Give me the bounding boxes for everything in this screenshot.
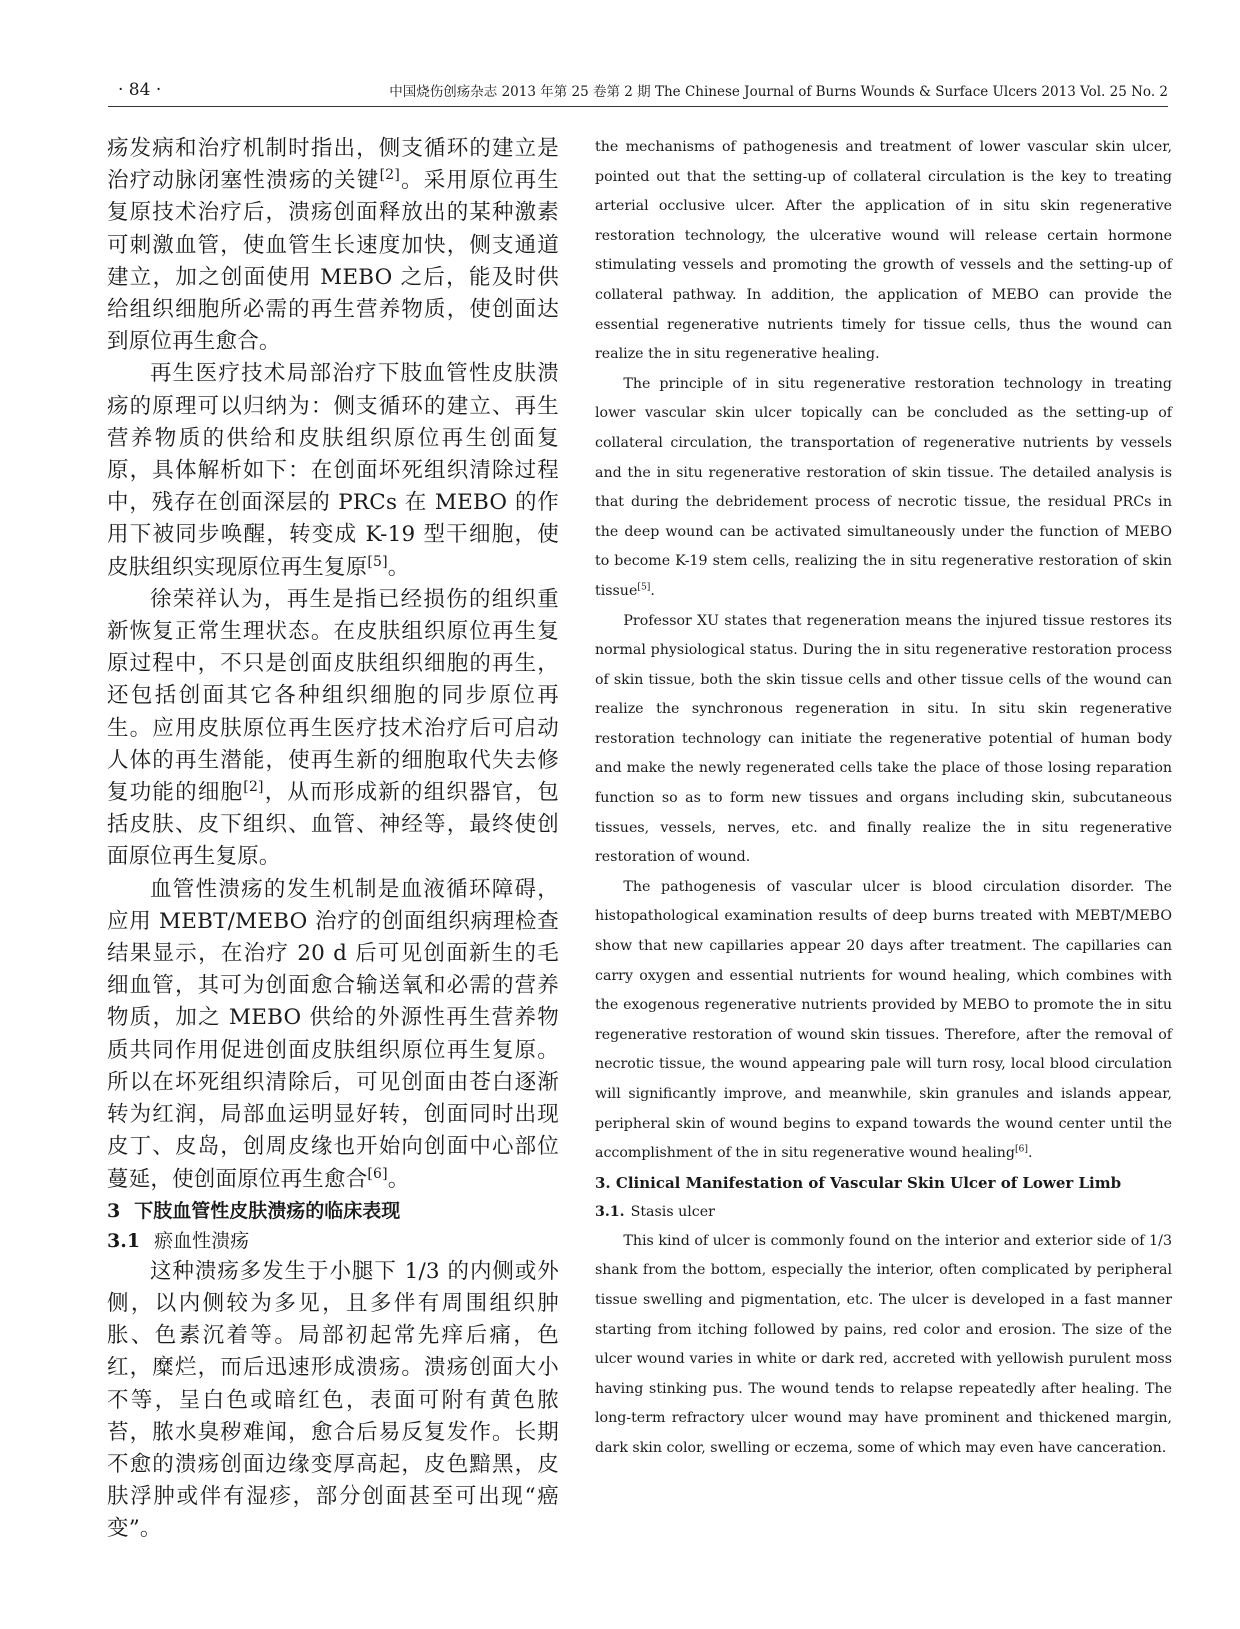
- cn-paragraph-3: 徐荣祥认为，再生是指已经损伤的组织重新恢复正常生理状态。在皮肤组织原位再生复原过程中，不只是创面皮肤组织细胞的再生，还包括创面其它各种组织细胞的同步原位再生。应用皮肤原位再生医疗技术治疗后可启动人体的再生潜能，使再生新的细胞取代失去修复功能的细胞[2]，从而形成新的组织器官，包括皮肤、皮下组织、血管、神经等，最终使创面原位再生复原。: [107, 586, 559, 870]
- citation: [5]: [367, 553, 388, 570]
- en-section-heading-3: 3. Clinical Manifestation of Vascular Skin Ulcer of Lower Limb: [595, 1173, 1122, 1192]
- chinese-column: [107, 133, 559, 1546]
- en-paragraph-2: The principle of in situ regenerative restoration technology in treating lower vascular skin ulcer topically can be concluded as the setting-up of collateral circulation, the transportation of regenerative nutrients by vessels and the in situ regenerative restoration of skin tissue. The detailed analysis is that during the debridement process of necrotic tissue, the residual PRCs in the deep wound can be activated simultaneously under the function of MEBO to become K-19 stem cells, realizing the in situ regenerative restoration of skin tissue[5].: [595, 375, 1172, 599]
- header-rule: [108, 106, 1168, 107]
- cn-paragraph-4: 血管性溃疡的发生机制是血液循环障碍，应用 MEBT/MEBO 治疗的创面组织病理检查结果显示，在治疗 20 d 后可见创面新生的毛细血管，其可为创面愈合输送氧和必需的营养物质，加之 MEBO 供给的外源性再生营养物质共同作用促进创面皮肤组织原位再生复原。所以在坏死组织清除后，可见创面由苍白逐渐转为红润，局部血运明显好转，创面同时出现皮丁、皮岛，创周皮缘也开始向创面中心部位蔓延，使创面原位再生愈合[6]。: [107, 876, 559, 1192]
- cn-paragraph-2: 再生医疗技术局部治疗下肢血管性皮肤溃疡的原理可以归纳为：侧支循环的建立、再生营养物质的供给和皮肤组织原位再生创面复原，具体解析如下：在创面坏死组织清除过程中，残存在创面深层的 PRCs 在 MEBO 的作用下被同步唤醒，转变成 K-19 型干细胞，使皮肤组织实现原位再生复原[5]。: [107, 361, 559, 580]
- cn-paragraph-5: 这种溃疡多发生于小腿下 1/3 的内侧或外侧，以内侧较为多见，且多伴有周围组织肿胀、色素沉着等。局部初起常先痒后痛，色红，糜烂，而后迅速形成溃疡。溃疡创面大小不等，呈白色或暗红色，表面可附有黄色脓苔，脓水臭秽难闻，愈合后易反复发作。长期不愈的溃疡创面边缘变厚高起，皮色黯黑，皮肤浮肿或伴有湿疹，部分创面甚至可出现“癌变”。: [107, 1258, 559, 1542]
- en-paragraph-5: This kind of ulcer is commonly found on the interior and exterior side of 1/3 shank from the bottom, especially the interior, often complicated by peripheral tissue swelling and pigmentation, etc. The ulcer is developed in a fast manner starting from itching followed by pains, red color and erosion. The size of the ulcer wound varies in white or dark red, accreted with yellowish purulent moss having stinking pus. The wound tends to relapse repeatedly after healing. The long-term refractory ulcer wound may have prominent and thickened margin, dark skin color, swelling or eczema, some of which may even have canceration.: [595, 1232, 1172, 1456]
- citation: [6]: [367, 1165, 388, 1182]
- running-head: 中国烧伤创疡杂志 2013 年第 25 卷第 2 期 The Chinese Journal of Burns Wounds & Surface Ulcers 2013 Vol. 25 No. 2: [389, 84, 1168, 100]
- en-subsection-heading-3-1: 3.1. Stasis ulcer: [595, 1203, 715, 1220]
- citation: [2]: [379, 167, 400, 184]
- cn-paragraph-1: 疡发病和治疗机制时指出，侧支循环的建立是治疗动脉闭塞性溃疡的关键[2]。采用原位再生复原技术治疗后，溃疡创面释放出的某种激素可刺激血管，使血管生长速度加快，侧支通道建立，加之创面使用 MEBO 之后，能及时供给组织细胞所必需的再生营养物质，使创面达到原位再生愈合。: [107, 136, 559, 355]
- citation: [5]: [637, 581, 651, 593]
- cn-subsection-heading-3-1: 3.1 瘀血性溃疡: [107, 1229, 250, 1252]
- en-paragraph-4: The pathogenesis of vascular ulcer is blood circulation disorder. The histopathological examination results of deep burns treated with MEBT/MEBO show that new capillaries appear 20 days after treatment. The capillaries can carry oxygen and essential nutrients for wound healing, which combines with the exogenous regenerative nutrients provided by MEBO to promote the in situ regenerative restoration of wound skin tissues. Therefore, after the removal of necrotic tissue, the wound appearing pale will turn rosy, local blood circulation will significantly improve, and meanwhile, skin granules and islands appear, peripheral skin of wound begins to expand towards the wound center until the accomplishment of the in situ regenerative wound healing[6].: [595, 878, 1172, 1162]
- page-number: · 84 ·: [118, 80, 162, 100]
- cn-section-heading-3: 3 下肢血管性皮肤溃疡的临床表现: [107, 1199, 401, 1222]
- en-paragraph-3: Professor XU states that regeneration means the injured tissue restores its normal physiological status. During the in situ regenerative restoration process of skin tissue, both the skin tissue cells and other tissue cells of the wound can realize the synchronous regeneration in situ. In situ skin regenerative restoration technology can initiate the regenerative potential of human body and make the newly regenerated cells take the place of those losing reparation function so as to form new tissues and organs including skin, subcutaneous tissues, vessels, nerves, etc. and finally realize the in situ regenerative restoration of wound.: [595, 612, 1172, 866]
- en-paragraph-1: the mechanisms of pathogenesis and treatment of lower vascular skin ulcer, pointed out that the setting-up of collateral circulation is the key to treating arterial occlusive ulcer. After the application of in situ skin regenerative restoration technology, the ulcerative wound will release certain hormone stimulating vessels and promoting the growth of vessels and the setting-up of collateral pathway. In addition, the application of MEBO can provide the essential regenerative nutrients timely for tissue cells, thus the wound can realize the in situ regenerative healing.: [595, 139, 1172, 363]
- citation: [2]: [243, 778, 264, 795]
- english-column: [595, 133, 1172, 1464]
- citation: [6]: [1014, 1143, 1029, 1155]
